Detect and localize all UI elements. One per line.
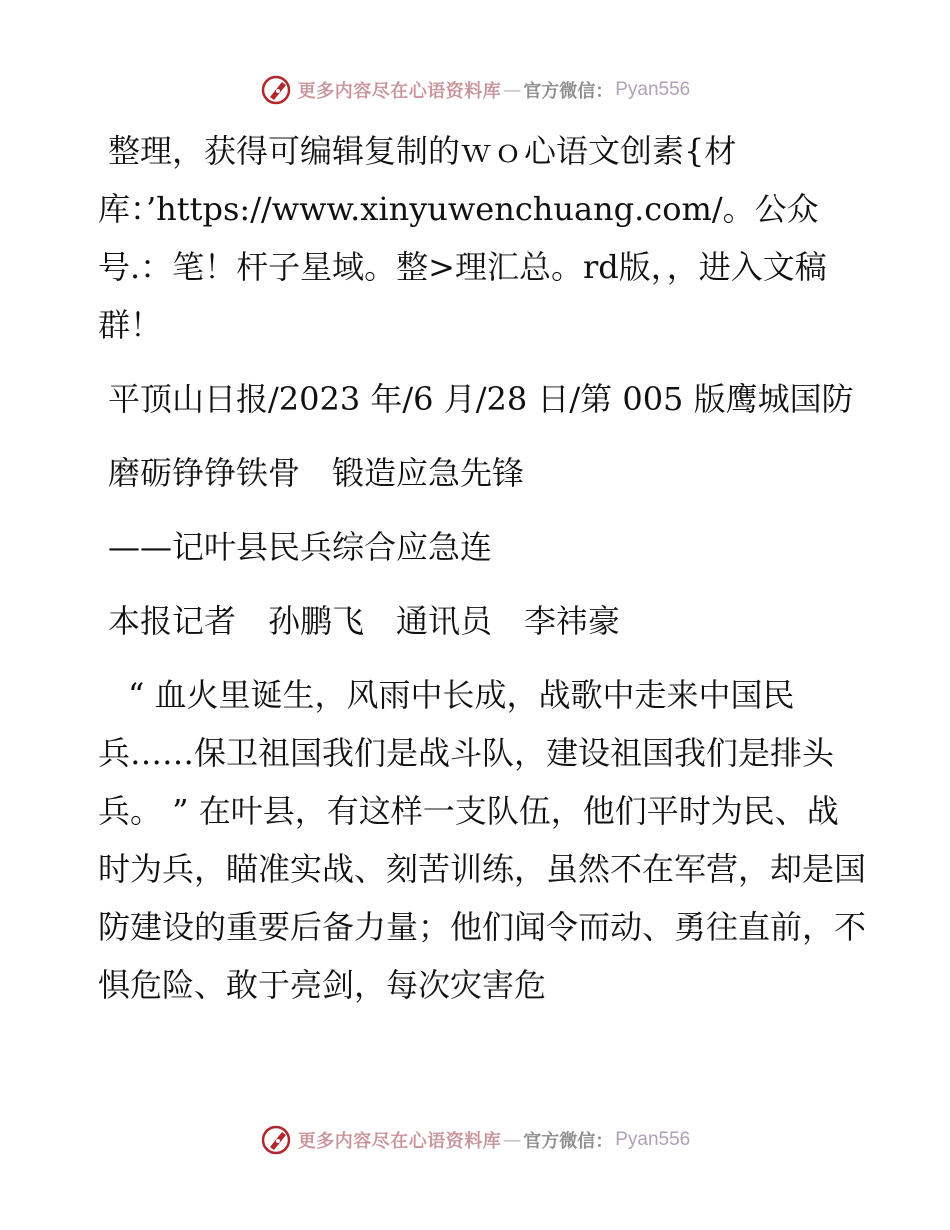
document-body [98, 122, 868, 1030]
watermark-separator: — [503, 1129, 522, 1151]
byline: 本报记者 孙鹏飞 通讯员 李祎豪 [108, 602, 621, 640]
subheadline: ——记叶县民兵综合应急连 [108, 528, 493, 566]
watermark-main-text: 更多内容尽在心语资料库 [297, 81, 502, 102]
intro-note: 整理，获得可编辑复制的ｗｏ心语文创素{材库：’https://www.xinyuwenchuang.com/。公众号.：笔！杆子星域。整>理汇总。rd版，，进入文稿群！ [98, 132, 827, 344]
headline: 磨砺铮铮铁骨 锻造应急先锋 [108, 454, 525, 492]
pen-nib-circle-icon [260, 73, 294, 107]
watermark-separator: — [503, 79, 522, 101]
pen-nib-circle-icon [260, 1123, 294, 1157]
watermark-main-text: 更多内容尽在心语资料库 [297, 1131, 502, 1152]
watermark-wechat-id: Pyan556 [615, 79, 691, 100]
footer-watermark [0, 1120, 950, 1160]
watermark-wechat-id: Pyan556 [615, 1129, 691, 1150]
watermark-label: 官方微信： [523, 1131, 614, 1152]
body-paragraph: “ 血火里诞生，风雨中长成，战歌中走来中国民兵……保卫祖国我们是战斗队，建设祖国我们是排头兵。 ” 在叶县，有这样一支队伍，他们平时为民、战时为兵，瞄准实战、刻苦训练，虽然不在军营，却是国防建设的重要后备力量；他们闻令而动、勇往直前，不惧危险、敢于亮剑，每次灾害危 [98, 676, 867, 1004]
watermark-label: 官方微信： [523, 81, 614, 102]
header-watermark [0, 70, 950, 110]
source-line: 平顶山日报/2023 年/6 月/28 日/第 005 版鹰城国防 [108, 380, 854, 418]
